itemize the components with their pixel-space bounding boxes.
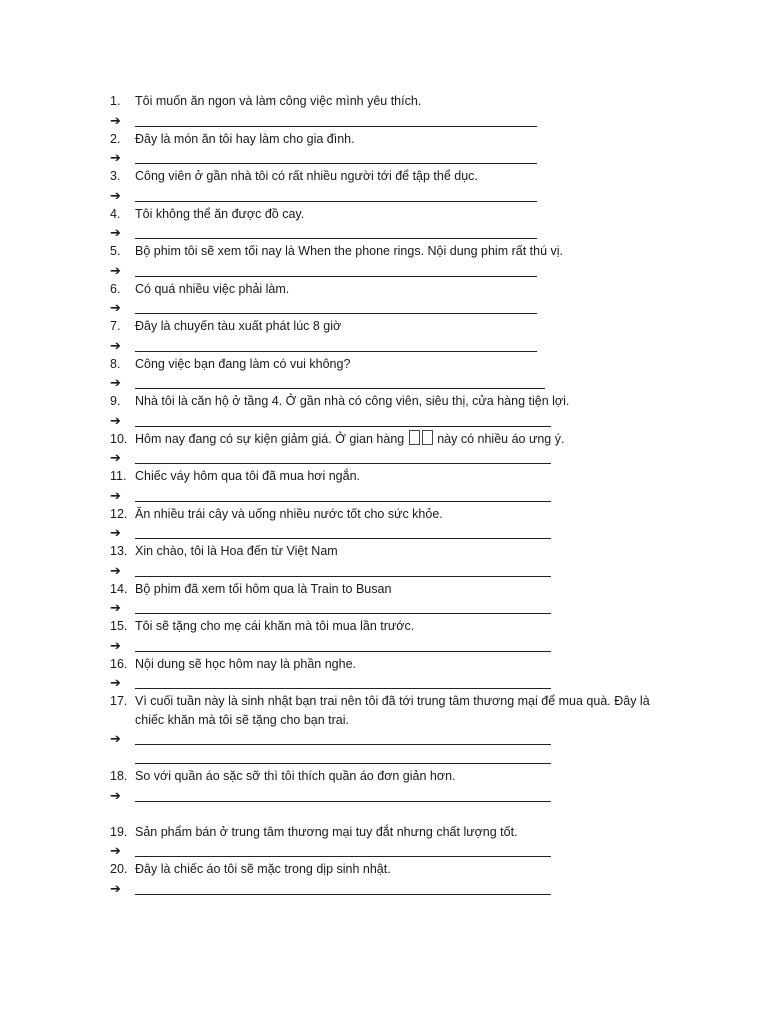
item-text: Hôm nay đang có sự kiện giảm giá. Ở gian hàng [135, 431, 405, 446]
spacer [110, 805, 670, 823]
exercise-item-7 [110, 317, 670, 355]
exercise-item-12 [110, 505, 670, 543]
item-number: 20. [110, 862, 128, 876]
arrow-right-icon: ➔ [110, 562, 121, 578]
exercise-item-5 [110, 242, 670, 280]
item-text: Nhà tôi là căn hộ ở tầng 4. Ở gần nhà có công viên, siêu thị, cửa hàng tiện lợi. [135, 394, 570, 408]
exercise-item-17 [110, 692, 670, 767]
exercise-item-10 [110, 430, 670, 468]
arrow-right-icon: ➔ [110, 187, 121, 203]
exercise-item-3 [110, 167, 670, 205]
exercise-item-15 [110, 617, 670, 655]
item-number: 17. [110, 694, 128, 708]
item-text: Xin chào, tôi là Hoa đến từ Việt Nam [135, 544, 338, 558]
item-number: 5. [110, 244, 121, 258]
answer-line [135, 451, 551, 464]
item-text: Công việc bạn đang làm có vui không? [135, 356, 351, 371]
answer-line [135, 489, 551, 502]
item-number: 16. [110, 656, 128, 671]
arrow-right-icon: ➔ [110, 487, 121, 503]
answer-line [135, 264, 537, 277]
item-text: Vì cuối tuần này là sinh nhật bạn trai nên tôi đã tới trung tâm thương mại để mua quà. Đây là chiếc khăn mà tôi sẽ tặng cho bạn trai. [135, 694, 650, 727]
arrow-right-icon: ➔ [110, 375, 121, 390]
item-text: Ăn nhiều trái cây và uống nhiều nước tốt cho sức khỏe. [135, 506, 443, 521]
exercise-item-11 [110, 467, 670, 505]
answer-line [135, 751, 551, 764]
item-number: 14. [110, 581, 128, 596]
item-text: Bộ phim đã xem tối hôm qua là Train to Busan [135, 581, 392, 596]
exercise-item-1 [110, 92, 670, 130]
item-text: Tôi không thể ăn được đồ cay. [135, 206, 305, 221]
item-text: Nội dung sẽ học hôm nay là phần nghe. [135, 656, 356, 671]
item-number: 11. [110, 469, 127, 483]
exercise-item-2 [110, 130, 670, 168]
answer-line [135, 339, 537, 352]
exercise-item-16 [110, 655, 670, 693]
item-number: 10. [110, 431, 128, 446]
exercise-item-6 [110, 280, 670, 318]
answer-line [135, 789, 551, 802]
item-number: 7. [110, 319, 121, 333]
missing-glyph-box-icon [422, 430, 433, 445]
item-text: Đây là món ăn tôi hay làm cho gia đình. [135, 131, 355, 146]
item-number: 8. [110, 356, 121, 371]
item-number: 3. [110, 169, 121, 183]
exercise-item-4 [110, 205, 670, 243]
item-number: 2. [110, 131, 121, 146]
item-number: 1. [110, 94, 121, 108]
answer-line [135, 189, 537, 202]
arrow-right-icon: ➔ [110, 843, 121, 858]
arrow-right-icon: ➔ [110, 731, 121, 747]
item-text: So với quần áo sặc sỡ thì tôi thích quần áo đơn giản hơn. [135, 769, 456, 783]
answer-line [135, 114, 537, 127]
arrow-right-icon: ➔ [110, 412, 121, 428]
exercise-item-9 [110, 392, 670, 430]
answer-line [135, 732, 551, 745]
item-number: 4. [110, 206, 121, 221]
arrow-right-icon: ➔ [110, 112, 121, 128]
exercise-item-19 [110, 823, 670, 861]
missing-glyph-box-icon [409, 430, 420, 445]
arrow-right-icon: ➔ [110, 600, 121, 615]
answer-line [135, 376, 545, 389]
answer-line [135, 844, 551, 857]
arrow-right-icon: ➔ [110, 262, 121, 278]
item-number: 19. [110, 824, 128, 839]
item-text: Sản phẩm bán ở trung tâm thương mại tuy đắt nhưng chất lượng tốt. [135, 824, 518, 839]
arrow-right-icon: ➔ [110, 787, 121, 803]
arrow-right-icon: ➔ [110, 450, 121, 465]
item-text: Tôi muốn ăn ngon và làm công việc mình yêu thích. [135, 94, 422, 108]
arrow-right-icon: ➔ [110, 880, 121, 896]
item-text: Tôi sẽ tặng cho mẹ cái khăn mà tôi mua lần trước. [135, 619, 415, 633]
arrow-right-icon: ➔ [110, 637, 121, 653]
item-number: 12. [110, 506, 128, 521]
item-number: 13. [110, 544, 128, 558]
exercise-item-8 [110, 355, 670, 393]
answer-line [135, 151, 537, 164]
answer-line [135, 301, 537, 314]
arrow-right-icon: ➔ [110, 337, 121, 353]
item-number: 6. [110, 281, 121, 296]
item-text: Đây là chuyến tàu xuất phát lúc 8 giờ [135, 319, 342, 333]
item-text: Đây là chiếc áo tôi sẽ mặc trong dịp sinh nhật. [135, 862, 391, 876]
item-text: Công viên ở gần nhà tôi có rất nhiều người tới để tập thể dục. [135, 169, 478, 183]
answer-line [135, 676, 551, 689]
arrow-right-icon: ➔ [110, 300, 121, 315]
answer-line [135, 882, 551, 895]
arrow-right-icon: ➔ [110, 525, 121, 540]
item-number: 15. [110, 619, 128, 633]
answer-line [135, 526, 551, 539]
arrow-right-icon: ➔ [110, 150, 121, 165]
item-number: 9. [110, 394, 121, 408]
item-number: 18. [110, 769, 128, 783]
exercise-item-13 [110, 542, 670, 580]
exercise-item-14 [110, 580, 670, 618]
answer-line [135, 601, 551, 614]
item-text: Chiếc váy hôm qua tôi đã mua hơi ngắn. [135, 469, 360, 483]
arrow-right-icon: ➔ [110, 675, 121, 690]
item-text: Có quá nhiều việc phải làm. [135, 281, 290, 296]
item-text: Bộ phim tôi sẽ xem tối nay là When the phone rings. Nội dung phim rất thú vị. [135, 244, 564, 258]
answer-line [135, 414, 551, 427]
item-text: này có nhiều áo ưng ý. [437, 431, 565, 446]
answer-line [135, 639, 551, 652]
exercise-list [110, 92, 670, 898]
exercise-item-18 [110, 767, 670, 805]
answer-line [135, 564, 551, 577]
arrow-right-icon: ➔ [110, 225, 121, 240]
exercise-item-20 [110, 860, 670, 898]
answer-line [135, 226, 537, 239]
